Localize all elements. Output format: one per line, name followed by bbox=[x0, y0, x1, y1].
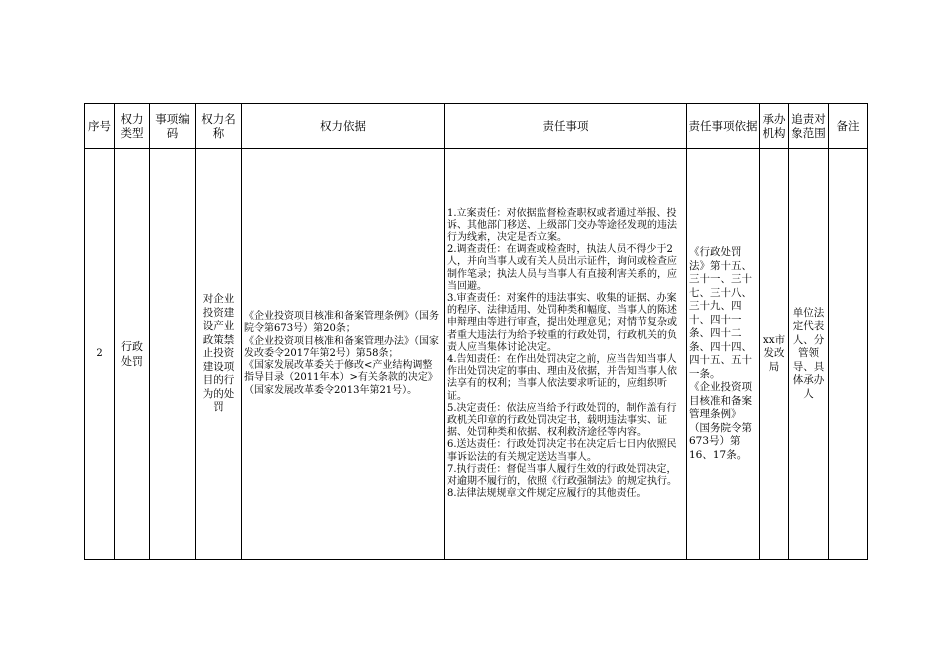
header-duties: 责任事项 bbox=[445, 104, 687, 149]
legal-basis-item: 《企业投资项目核准和备案管理条例》（国务院令第673号）第20条； bbox=[244, 311, 439, 335]
cell-power-name: 对企业投资建设产业政策禁止投资建设项目的行为的处罚 bbox=[196, 149, 242, 560]
cell-remarks bbox=[829, 149, 868, 560]
duty-item: 8.法律法规规章文件规定应履行的其他责任。 bbox=[447, 488, 647, 500]
header-power-name: 权力名称 bbox=[196, 104, 242, 149]
duty-item: 3.审查责任：对案件的违法事实、收集的证据、办案的程序、法律适用、处罚种类和幅度、当事人的陈述申辩理由等进行审查，提出处理意见；对情节复杂或者重大违法行为给予较重的行政处罚，行政机关的负责人应当集体讨论决定。 bbox=[447, 292, 677, 353]
header-row bbox=[85, 104, 868, 149]
header-agency: 承办机构 bbox=[760, 104, 789, 149]
power-duty-table bbox=[84, 103, 868, 560]
table-row bbox=[85, 149, 868, 560]
duty-item: 7.执行责任：督促当事人履行生效的行政处罚决定，对逾期不履行的，依照《行政强制法》的规定执行。 bbox=[447, 463, 677, 488]
cell-seq: 2 bbox=[85, 149, 115, 560]
cell-agency: xx市发改局 bbox=[760, 149, 789, 560]
duty-item: 1.立案责任：对依据监督检查职权或者通过举报、投诉、其他部门移送、上级部门交办等途径发现的违法行为线索，决定是否立案。 bbox=[447, 207, 677, 243]
cell-duty-basis bbox=[687, 149, 760, 560]
duty-item: 6.送达责任：行政处罚决定书在决定后七日内依照民事诉讼法的有关规定送达当事人。 bbox=[447, 439, 677, 463]
legal-basis-item: 《国家发展改革委关于修改<产业结构调整指导目录（2011年本）>有关条款的决定》（国家发展改革委令2013年第21号）。 bbox=[244, 360, 438, 396]
header-legal-basis: 权力依据 bbox=[242, 104, 445, 149]
header-accountability: 追责对象范围 bbox=[789, 104, 829, 149]
duty-item: 4.告知责任：在作出处罚决定之前，应当告知当事人作出处罚决定的事由、理由及依据，并告知当事人依法享有的权利；当事人依法要求听证的，应组织听证。 bbox=[447, 354, 677, 402]
legal-basis-item: 《企业投资项目核准和备案管理办法》（国家发改委令2017年第2号）第58条； bbox=[244, 335, 439, 359]
duty-basis-item: 《企业投资项目核准和备案管理条例》（国务院令第673号）第16、17条。 bbox=[689, 381, 752, 461]
cell-accountability: 单位法定代表人、分管领导、具体承办人 bbox=[789, 149, 829, 560]
header-seq: 序号 bbox=[85, 104, 115, 149]
duty-item: 2.调查责任：在调查或检查时，执法人员不得少于2人，并向当事人或有关人员出示证件，询问或检查应制作笔录；执法人员与当事人有直接利害关系的，应当回避。 bbox=[447, 244, 677, 292]
cell-item-code bbox=[150, 149, 196, 560]
header-power-type: 权力类型 bbox=[115, 104, 150, 149]
cell-duties bbox=[445, 149, 687, 560]
header-remarks: 备注 bbox=[829, 104, 868, 149]
header-item-code: 事项编码 bbox=[150, 104, 196, 149]
cell-power-type: 行政处罚 bbox=[115, 149, 150, 560]
duty-basis-item: 《行政处罚法》第十五、三十一、三十七、三十八、三十九、四十、四十一条、四十二条、四十四、四十五、五十一条。 bbox=[689, 246, 752, 380]
header-duty-basis: 责任事项依据 bbox=[687, 104, 760, 149]
duty-item: 5.决定责任：依法应当给予行政处罚的，制作盖有行政机关印章的行政处罚决定书，载明违法事实、证据、处罚种类和依据、权利救济途径等内容。 bbox=[447, 402, 677, 439]
cell-legal-basis bbox=[242, 149, 445, 560]
